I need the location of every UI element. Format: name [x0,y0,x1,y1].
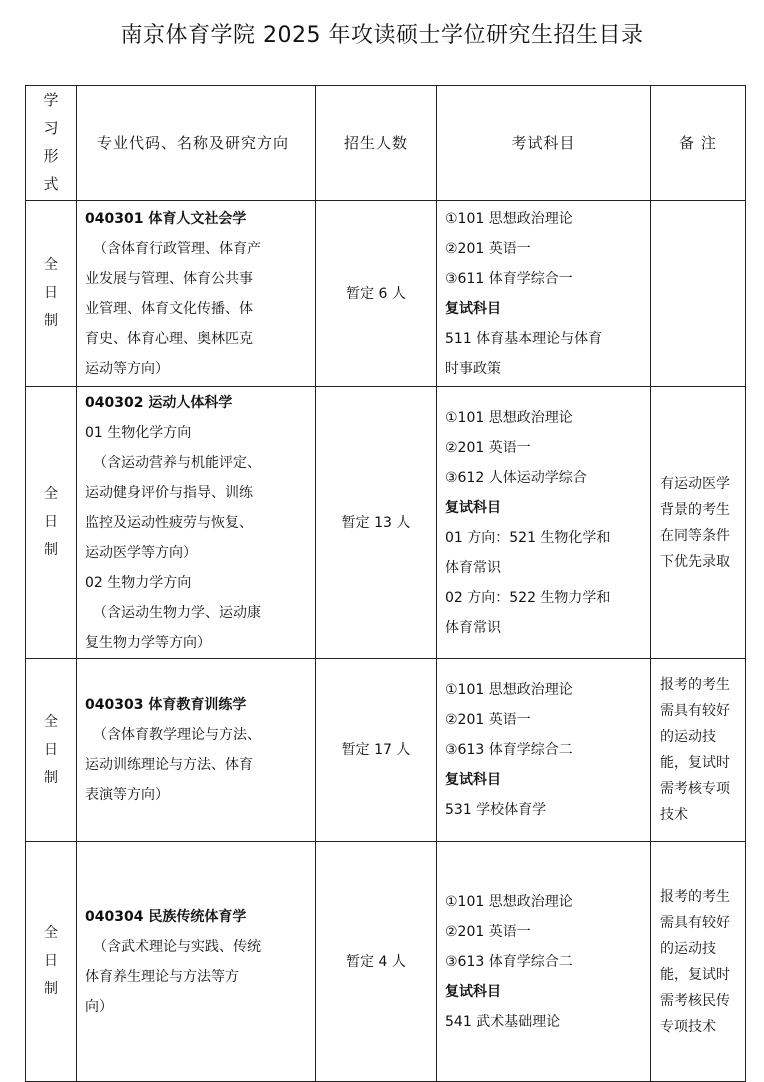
exam-cell [437,201,651,387]
exam-subject: ③613 体育学综合二 [445,742,573,758]
form-cell [26,201,77,387]
retest-subject: 01 方向：521 生物化学和 [445,529,611,546]
retest-subject: 541 武术基础理论 [445,1013,561,1030]
exam-subject: ③612 人体运动学综合 [445,469,587,486]
major-cell [77,201,316,387]
major-line: 运动训练理论与方法、体育 [85,757,253,773]
header-exam: 考试科目 [511,133,576,152]
retest-label: 复试科目 [445,300,501,317]
exam-subject: ②201 英语一 [445,439,531,456]
header-exam-cell [437,86,651,201]
major-line: 运动医学等方向） [85,544,197,561]
form-cell [26,842,77,1082]
header-major-cell [77,86,316,201]
note-text: 报考的考生需具有较好的运动技能，复试时需考核民传专项技术 [660,888,730,1035]
table-row [26,659,746,842]
form-cell [26,387,77,659]
exam-subject: ②201 英语一 [445,240,531,257]
major-line: 业发展与管理、体育公共事 [85,270,253,287]
retest-subject: 体育常识 [445,559,501,576]
header-note: 备 注 [679,133,717,152]
major-line: 运动等方向） [85,360,169,377]
exam-subject: ①101 思想政治理论 [445,409,573,426]
note-cell [651,201,746,387]
major-line: （含武术理论与实践、传统 [93,938,261,955]
page-title: 南京体育学院 2025 年攻读硕士学位研究生招生目录 [120,23,644,48]
major-name: 040302 运动人体科学 [85,394,233,411]
note-cell [651,387,746,659]
header-note-cell [651,86,746,201]
note-text: 有运动医学背景的考生在同等条件下优先录取 [660,475,730,570]
table-row [26,201,746,387]
form-label: 全日制 [44,925,58,997]
table-row [26,387,746,659]
retest-subject: 511 体育基本理论与体育 [445,330,603,347]
number-cell [316,842,437,1082]
enrollment-number: 暂定 13 人 [341,514,411,531]
major-line: 表演等方向） [85,787,169,803]
major-line: 育史、体育心理、奥林匹克 [85,330,253,347]
major-name: 040303 体育教育训练学 [85,697,247,713]
exam-subject: ①101 思想政治理论 [445,682,573,698]
header-number-cell [316,86,437,201]
major-line: 运动健身评价与指导、训练 [85,484,253,501]
form-label: 全日制 [44,257,58,329]
major-line: （含体育行政管理、体育产 [93,240,261,257]
number-cell [316,659,437,842]
major-line: 向） [85,998,113,1015]
enrollment-number: 暂定 17 人 [341,742,411,758]
major-cell [77,387,316,659]
header-form-cell [26,86,77,201]
major-cell [77,659,316,842]
retest-subject: 时事政策 [445,360,501,377]
retest-label: 复试科目 [445,499,501,516]
enrollment-number: 暂定 6 人 [346,285,406,302]
major-line: 体育养生理论与方法等方 [85,968,239,985]
major-line: （含体育教学理论与方法、 [93,727,261,743]
enrollment-number: 暂定 4 人 [346,953,406,970]
exam-cell [437,387,651,659]
exam-subject: ②201 英语一 [445,712,531,728]
retest-subject: 体育常识 [445,619,501,636]
number-cell [316,387,437,659]
major-line: （含运动生物力学、运动康 [93,604,261,621]
retest-label: 复试科目 [445,983,501,1000]
exam-subject: ①101 思想政治理论 [445,210,573,227]
exam-subject: ③613 体育学综合二 [445,953,573,970]
major-cell [77,842,316,1082]
major-line: 02 生物力学方向 [85,574,192,591]
header-major: 专业代码、名称及研究方向 [96,133,289,152]
form-label: 全日制 [44,713,58,786]
header-form: 学习形式 [43,91,60,193]
table-header-row [26,86,746,201]
major-name: 040304 民族传统体育学 [85,908,247,925]
major-line: 01 生物化学方向 [85,424,192,441]
exam-subject: ②201 英语一 [445,923,531,940]
note-cell [651,842,746,1082]
note-cell [651,659,746,842]
header-number: 招生人数 [343,133,408,152]
retest-subject: 531 学校体育学 [445,802,547,818]
exam-cell [437,842,651,1082]
major-name: 040301 体育人文社会学 [85,210,247,227]
note-text: 报考的考生需具有较好的运动技能，复试时需考核专项技术 [660,677,730,823]
form-label: 全日制 [44,486,58,558]
table-row [26,842,746,1082]
number-cell [316,201,437,387]
exam-cell [437,659,651,842]
exam-subject: ③611 体育学综合一 [445,270,573,287]
major-line: 业管理、体育文化传播、体 [85,300,253,317]
form-cell [26,659,77,842]
admissions-table [25,85,746,1082]
major-line: 监控及运动性疲劳与恢复、 [85,514,253,531]
retest-subject: 02 方向：522 生物力学和 [445,589,611,606]
exam-subject: ①101 思想政治理论 [445,893,573,910]
major-line: 复生物力学等方向） [85,634,211,651]
major-line: （含运动营养与机能评定、 [93,454,261,471]
retest-label: 复试科目 [445,772,501,788]
